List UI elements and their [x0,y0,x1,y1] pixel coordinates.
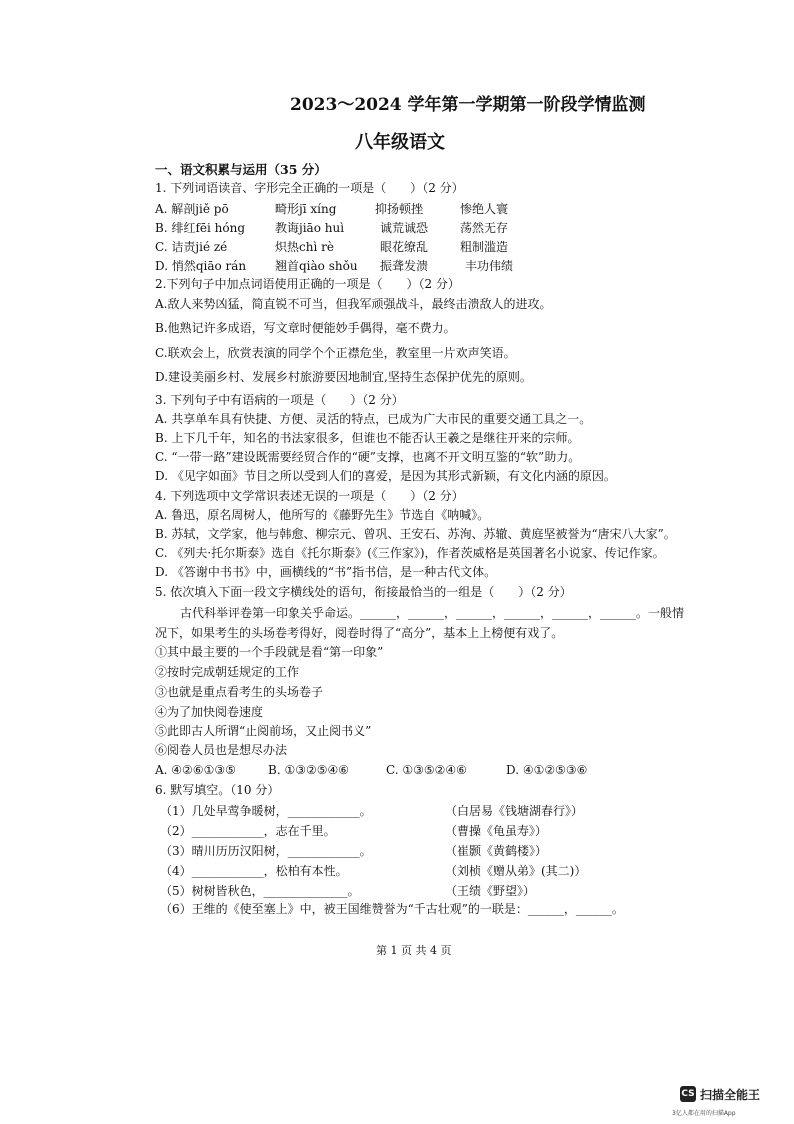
q3-option-d: D. 《见字如面》节目之所以受到人们的喜爱，是因为其形式新颖，有文化内涵的原因。 [155,469,616,483]
q6-source-3: （崔颢《黄鹤楼》） [445,844,548,858]
q2-option-d: D.建设美丽乡村、发展乡村旅游要因地制宜,坚持生态保护优先的原则。 [155,370,532,384]
q1-b-3: 诚荒诚恐 [380,221,429,235]
q6-blank-5: （5）树树皆秋色，______________。 [160,884,360,898]
q6-blank-2: （2）____________，志在千里。 [160,824,336,838]
q1-a-2: 畸形jī xíng [275,202,337,216]
watermark-app-name: 扫描全能王 [700,1088,761,1102]
q1-a-1: A. 解剖jiě pō [155,202,229,216]
q1-d-4: 丰功伟绩 [465,259,514,273]
q1-c-4: 粗制滥造 [460,240,509,254]
q1-d-1: D. 悄然qiāo rán [155,259,247,273]
q1-stem: 1. 下列词语读音、字形完全正确的一项是（ ）（2 分） [155,181,464,195]
camscanner-logo-icon: CS [680,1086,696,1102]
q1-b-2: 教诲jiāo huì [275,221,345,235]
q5-paragraph-line2: 况下，如果考生的头场卷考得好，阅卷时得了“高分”，基本上上榜便有戏了。 [155,626,564,640]
q5-choice-b: B. ①③②⑤④⑥ [268,763,349,777]
q3-stem: 3. 下列句子中有语病的一项是（ ）（2 分） [155,393,404,407]
q4-option-c: C. 《列夫·托尔斯泰》选自《托尔斯泰》(《三作家》)，作者茨威格是英国著名小说家、传记作家。 [155,546,665,560]
q2-option-a: A.敌人来势凶猛，简直锐不可当，但我军顽强战斗，最终击溃敌人的进攻。 [155,297,552,311]
q4-option-a: A. 鲁迅，原名周树人，他所写的《藤野先生》节选自《呐喊》。 [155,508,490,522]
q6-source-5: （王绩《野望》） [445,884,536,898]
section-heading: 一、语文积累与运用（35 分） [155,162,327,177]
q5-item-6: ⑥阅卷人员也是想尽办法 [155,743,288,757]
q1-b-4: 荡然无存 [460,221,509,235]
q3-option-a: A. 共享单车具有快捷、方便、灵活的特点，已成为广大市民的重要交通工具之一。 [155,412,592,426]
q1-a-4: 惨绝人寰 [460,202,509,216]
q1-c-1: C. 诘责jié zé [155,240,228,254]
q5-item-5: ⑤此即古人所谓“止阅前场，又止阅书义” [155,724,372,738]
exam-title: 2023～2024 学年第一学期第一阶段学情监测 [290,95,646,115]
q6-blank-1: （1）几处早莺争暖树，____________。 [160,804,372,818]
q5-choice-c: C. ①③⑤②④⑥ [386,763,467,777]
q5-choice-a: A. ④②⑥①③⑤ [155,763,236,777]
watermark-tagline: 3亿人都在用的扫描App [672,1110,736,1117]
q1-b-1: B. 绯红fēi hóng [155,221,246,235]
q6-blank-3: （3）晴川历历汉阳树，____________。 [160,844,372,858]
exam-subtitle: 八年级语文 [355,132,445,153]
q6-blank-6: （6）王维的《使至塞上》中，被王国维赞誉为“千古壮观”的一联是：______，______。 [160,902,624,916]
q4-option-d: D. 《答谢中书书》中，画横线的“书”指书信，是一种古代文体。 [155,565,497,579]
q5-paragraph-line1: 古代科举评卷第一印象关乎命运。______，______，______，______，______，______。一般情 [180,606,685,620]
q2-option-c: C.联欢会上，欣赏表演的同学个个正襟危坐，教室里一片欢声笑语。 [155,346,516,360]
q1-c-2: 炽热chì rè [275,240,334,254]
q4-option-b: B. 苏轼，文学家，他与韩愈、柳宗元、曾巩、王安石、苏洵、苏辙、黄庭坚被誉为“唐宋八大家”。 [155,527,676,541]
q5-item-1: ①其中最主要的一个手段就是看“第一印象” [155,645,384,659]
q5-item-2: ②按时完成朝廷规定的工作 [155,665,300,679]
q1-d-2: 翘首qiào shǒu [275,259,358,273]
q1-c-3: 眼花缭乱 [380,240,429,254]
q6-stem: 6. 默写填空。（10 分） [155,783,280,797]
q1-d-3: 振聋发溃 [380,259,429,273]
q5-stem: 5. 依次填入下面一段文字横线处的语句，衔接最恰当的一组是（ ）（2 分） [155,585,572,599]
q2-option-b: B.他熟记许多成语，写文章时便能妙手偶得，毫不费力。 [155,321,456,335]
q6-blank-4: （4）____________，松柏有本性。 [160,864,348,878]
q2-stem: 2.下列句子中加点词语使用正确的一项是（ ）（2 分） [155,277,460,291]
q4-stem: 4. 下列选项中文学常识表述无误的一项是（ ）（2 分） [155,489,464,503]
q6-source-2: （曹操《龟虽寿》） [445,824,548,838]
q5-choice-d: D. ④①②⑤③⑥ [506,763,588,777]
q5-item-3: ③也就是重点看考生的头场卷子 [155,685,324,699]
q3-option-c: C. “一带一路”建设既需要经贸合作的“硬”支撑，也离不开文明互鉴的“软”助力。 [155,450,581,464]
q5-item-4: ④为了加快阅卷速度 [155,705,264,719]
q3-option-b: B. 上下几千年，知名的书法家很多，但谁也不能否认王羲之是继往开来的宗师。 [155,431,580,445]
q6-source-1: （白居易《钱塘湖春行》） [445,804,584,818]
page-number: 第 1 页 共 4 页 [376,944,452,957]
q1-a-3: 抑扬顿挫 [375,202,424,216]
q6-source-4: （刘桢《赠从弟》(其二)） [445,864,587,878]
